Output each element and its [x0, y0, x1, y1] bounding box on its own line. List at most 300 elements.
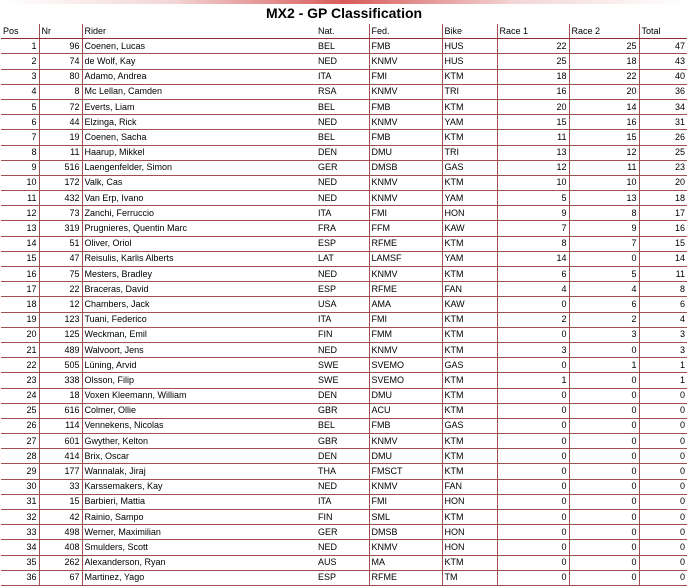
cell-rider: Tuani, Federico: [82, 312, 316, 327]
cell-nr: 22: [39, 282, 82, 297]
cell-race1: 0: [497, 464, 569, 479]
cell-race2: 16: [569, 115, 639, 130]
cell-bike: HON: [442, 494, 497, 509]
cell-bike: GAS: [442, 160, 497, 175]
table-row: [1, 175, 687, 190]
cell-rider: Elzinga, Rick: [82, 115, 316, 130]
cell-nat: NED: [316, 540, 369, 555]
cell-total: 15: [639, 236, 687, 251]
cell-nr: 72: [39, 99, 82, 114]
cell-race1: 11: [497, 130, 569, 145]
cell-nat: ITA: [316, 69, 369, 84]
cell-race2: 9: [569, 221, 639, 236]
cell-rider: Valk, Cas: [82, 175, 316, 190]
cell-nat: AUS: [316, 555, 369, 570]
cell-race2: 22: [569, 69, 639, 84]
cell-total: 3: [639, 342, 687, 357]
cell-rider: Everts, Liam: [82, 99, 316, 114]
col-race1-header: Race 1: [497, 24, 569, 39]
cell-rider: Van Erp, Ivano: [82, 191, 316, 206]
cell-race2: 0: [569, 525, 639, 540]
page-title: MX2 - GP Classification: [265, 5, 423, 21]
table-row: [1, 191, 687, 206]
cell-rider: Oliver, Oriol: [82, 236, 316, 251]
cell-total: 40: [639, 69, 687, 84]
cell-total: 0: [639, 388, 687, 403]
cell-bike: KTM: [442, 434, 497, 449]
cell-bike: KTM: [442, 267, 497, 282]
cell-bike: YAM: [442, 251, 497, 266]
table-row: [1, 69, 687, 84]
cell-rider: Voxen Kleemann, William: [82, 388, 316, 403]
table-row: [1, 282, 687, 297]
cell-rider: Prugnieres, Quentin Marc: [82, 221, 316, 236]
cell-race1: 14: [497, 251, 569, 266]
cell-race1: 5: [497, 191, 569, 206]
table-row: [1, 39, 687, 54]
cell-pos: 21: [1, 342, 39, 357]
cell-total: 47: [639, 39, 687, 54]
cell-race2: 18: [569, 54, 639, 69]
table-row: [1, 464, 687, 479]
cell-nr: 15: [39, 494, 82, 509]
cell-race1: 0: [497, 388, 569, 403]
cell-bike: KTM: [442, 175, 497, 190]
cell-fed: SML: [369, 510, 442, 525]
cell-rider: Adamo, Andrea: [82, 69, 316, 84]
table-row: [1, 418, 687, 433]
table-row: [1, 403, 687, 418]
cell-bike: KTM: [442, 449, 497, 464]
cell-rider: Haarup, Mikkel: [82, 145, 316, 160]
cell-nat: ITA: [316, 494, 369, 509]
cell-nr: 123: [39, 312, 82, 327]
cell-race1: 25: [497, 54, 569, 69]
cell-fed: FMI: [369, 206, 442, 221]
cell-fed: AMA: [369, 297, 442, 312]
col-fed-header: Fed.: [369, 24, 442, 39]
cell-rider: Chambers, Jack: [82, 297, 316, 312]
cell-nr: 114: [39, 418, 82, 433]
table-row: [1, 373, 687, 388]
table-row: [1, 236, 687, 251]
cell-fed: KNMV: [369, 479, 442, 494]
cell-total: 17: [639, 206, 687, 221]
cell-nr: 67: [39, 570, 82, 585]
table-row: [1, 555, 687, 570]
cell-bike: KTM: [442, 373, 497, 388]
cell-bike: KTM: [442, 464, 497, 479]
cell-rider: Werner, Maximilian: [82, 525, 316, 540]
cell-fed: FMB: [369, 39, 442, 54]
cell-nat: GER: [316, 160, 369, 175]
cell-rider: Alexanderson, Ryan: [82, 555, 316, 570]
cell-total: 0: [639, 570, 687, 585]
cell-rider: Coenen, Lucas: [82, 39, 316, 54]
cell-bike: YAM: [442, 191, 497, 206]
cell-nat: USA: [316, 297, 369, 312]
col-nr-header: Nr: [39, 24, 82, 39]
cell-total: 6: [639, 297, 687, 312]
cell-nr: 516: [39, 160, 82, 175]
cell-nr: 96: [39, 39, 82, 54]
cell-fed: KNMV: [369, 84, 442, 99]
cell-total: 0: [639, 555, 687, 570]
table-row: [1, 449, 687, 464]
cell-race1: 0: [497, 358, 569, 373]
cell-pos: 9: [1, 160, 39, 175]
table-row: [1, 297, 687, 312]
cell-rider: Gwyther, Kelton: [82, 434, 316, 449]
cell-fed: FMM: [369, 327, 442, 342]
cell-nr: 505: [39, 358, 82, 373]
cell-total: 18: [639, 191, 687, 206]
cell-rider: Braceras, David: [82, 282, 316, 297]
cell-nr: 11: [39, 145, 82, 160]
cell-rider: Mc Lellan, Camden: [82, 84, 316, 99]
cell-nat: SWE: [316, 373, 369, 388]
cell-race2: 0: [569, 510, 639, 525]
cell-nr: 44: [39, 115, 82, 130]
cell-nat: SWE: [316, 358, 369, 373]
cell-total: 3: [639, 327, 687, 342]
cell-race1: 0: [497, 327, 569, 342]
col-nat-header: Nat.: [316, 24, 369, 39]
cell-race1: 0: [497, 297, 569, 312]
cell-nat: ESP: [316, 236, 369, 251]
cell-bike: TRI: [442, 145, 497, 160]
table-row: [1, 342, 687, 357]
table-row: [1, 358, 687, 373]
cell-nat: GBR: [316, 434, 369, 449]
cell-nr: 172: [39, 175, 82, 190]
cell-fed: FMB: [369, 418, 442, 433]
cell-fed: RFME: [369, 236, 442, 251]
cell-rider: Colmer, Ollie: [82, 403, 316, 418]
cell-pos: 36: [1, 570, 39, 585]
cell-total: 0: [639, 540, 687, 555]
cell-total: 23: [639, 160, 687, 175]
cell-pos: 17: [1, 282, 39, 297]
cell-race2: 2: [569, 312, 639, 327]
cell-pos: 1: [1, 39, 39, 54]
cell-bike: KTM: [442, 342, 497, 357]
cell-total: 20: [639, 175, 687, 190]
cell-fed: DMSB: [369, 525, 442, 540]
cell-fed: KNMV: [369, 342, 442, 357]
table-row: [1, 99, 687, 114]
cell-bike: TRI: [442, 84, 497, 99]
cell-fed: KNMV: [369, 267, 442, 282]
cell-nr: 51: [39, 236, 82, 251]
cell-total: 31: [639, 115, 687, 130]
cell-nr: 489: [39, 342, 82, 357]
cell-total: 0: [639, 449, 687, 464]
cell-pos: 7: [1, 130, 39, 145]
cell-pos: 26: [1, 418, 39, 433]
cell-race2: 12: [569, 145, 639, 160]
cell-race2: 0: [569, 570, 639, 585]
cell-nat: LAT: [316, 251, 369, 266]
table-row: [1, 251, 687, 266]
table-row: [1, 54, 687, 69]
cell-nat: ESP: [316, 570, 369, 585]
cell-pos: 14: [1, 236, 39, 251]
cell-nat: GBR: [316, 403, 369, 418]
cell-nat: FIN: [316, 510, 369, 525]
table-row: [1, 494, 687, 509]
cell-nat: BEL: [316, 39, 369, 54]
cell-bike: TM: [442, 570, 497, 585]
cell-rider: Reisulis, Karlis Alberts: [82, 251, 316, 266]
cell-race1: 0: [497, 449, 569, 464]
cell-race2: 10: [569, 175, 639, 190]
cell-bike: KTM: [442, 312, 497, 327]
cell-total: 14: [639, 251, 687, 266]
cell-total: 43: [639, 54, 687, 69]
cell-nr: 601: [39, 434, 82, 449]
cell-nr: 74: [39, 54, 82, 69]
cell-pos: 27: [1, 434, 39, 449]
cell-fed: FMB: [369, 99, 442, 114]
cell-fed: MA: [369, 555, 442, 570]
cell-fed: SVEMO: [369, 358, 442, 373]
cell-nat: DEN: [316, 449, 369, 464]
cell-race1: 15: [497, 115, 569, 130]
cell-fed: KNMV: [369, 115, 442, 130]
table-row: [1, 145, 687, 160]
cell-race2: 0: [569, 494, 639, 509]
cell-nr: 33: [39, 479, 82, 494]
cell-fed: FMB: [369, 130, 442, 145]
cell-pos: 23: [1, 373, 39, 388]
cell-race2: 20: [569, 84, 639, 99]
cell-nat: RSA: [316, 84, 369, 99]
cell-race1: 0: [497, 418, 569, 433]
col-bike-header: Bike: [442, 24, 497, 39]
cell-nr: 498: [39, 525, 82, 540]
cell-race1: 0: [497, 540, 569, 555]
cell-race1: 13: [497, 145, 569, 160]
cell-bike: KAW: [442, 221, 497, 236]
cell-pos: 5: [1, 99, 39, 114]
cell-race2: 6: [569, 297, 639, 312]
top-accent-bar: [0, 0, 688, 4]
cell-fed: FFM: [369, 221, 442, 236]
cell-race2: 25: [569, 39, 639, 54]
cell-nat: NED: [316, 115, 369, 130]
cell-bike: KTM: [442, 510, 497, 525]
cell-fed: KNMV: [369, 540, 442, 555]
cell-pos: 33: [1, 525, 39, 540]
cell-nr: 73: [39, 206, 82, 221]
cell-rider: Weckman, Emil: [82, 327, 316, 342]
table-row: [1, 479, 687, 494]
table-row: [1, 130, 687, 145]
table-row: [1, 160, 687, 175]
cell-fed: SVEMO: [369, 373, 442, 388]
cell-race2: 0: [569, 418, 639, 433]
cell-nat: NED: [316, 191, 369, 206]
cell-race2: 0: [569, 373, 639, 388]
cell-bike: KTM: [442, 403, 497, 418]
cell-fed: LAMSF: [369, 251, 442, 266]
cell-nat: BEL: [316, 99, 369, 114]
cell-total: 0: [639, 403, 687, 418]
cell-total: 0: [639, 510, 687, 525]
cell-fed: ACU: [369, 403, 442, 418]
cell-bike: HON: [442, 525, 497, 540]
cell-rider: Brix, Oscar: [82, 449, 316, 464]
cell-fed: RFME: [369, 570, 442, 585]
cell-bike: KTM: [442, 99, 497, 114]
cell-fed: RFME: [369, 282, 442, 297]
cell-total: 25: [639, 145, 687, 160]
cell-total: 34: [639, 99, 687, 114]
cell-rider: de Wolf, Kay: [82, 54, 316, 69]
cell-race2: 0: [569, 342, 639, 357]
cell-rider: Walvoort, Jens: [82, 342, 316, 357]
cell-pos: 6: [1, 115, 39, 130]
cell-race1: 0: [497, 403, 569, 418]
cell-bike: KTM: [442, 555, 497, 570]
cell-total: 4: [639, 312, 687, 327]
cell-fed: DMSB: [369, 160, 442, 175]
cell-race1: 3: [497, 342, 569, 357]
cell-fed: KNMV: [369, 54, 442, 69]
cell-rider: Lüning, Arvid: [82, 358, 316, 373]
cell-rider: Barbieri, Mattia: [82, 494, 316, 509]
cell-nr: 18: [39, 388, 82, 403]
cell-race2: 15: [569, 130, 639, 145]
cell-pos: 32: [1, 510, 39, 525]
col-race2-header: Race 2: [569, 24, 639, 39]
cell-race1: 9: [497, 206, 569, 221]
cell-race1: 6: [497, 267, 569, 282]
cell-race2: 8: [569, 206, 639, 221]
cell-race1: 16: [497, 84, 569, 99]
cell-fed: FMI: [369, 69, 442, 84]
cell-bike: KTM: [442, 69, 497, 84]
cell-race1: 20: [497, 99, 569, 114]
cell-race1: 0: [497, 555, 569, 570]
cell-nat: FRA: [316, 221, 369, 236]
cell-race2: 4: [569, 282, 639, 297]
cell-race2: 0: [569, 449, 639, 464]
cell-pos: 30: [1, 479, 39, 494]
cell-nr: 12: [39, 297, 82, 312]
cell-race2: 3: [569, 327, 639, 342]
cell-total: 11: [639, 267, 687, 282]
cell-total: 0: [639, 479, 687, 494]
cell-pos: 22: [1, 358, 39, 373]
cell-total: 8: [639, 282, 687, 297]
cell-nr: 408: [39, 540, 82, 555]
cell-pos: 13: [1, 221, 39, 236]
cell-fed: KNMV: [369, 191, 442, 206]
cell-pos: 34: [1, 540, 39, 555]
cell-bike: FAN: [442, 479, 497, 494]
cell-rider: Rainio, Sampo: [82, 510, 316, 525]
cell-bike: HUS: [442, 39, 497, 54]
cell-rider: Zanchi, Ferruccio: [82, 206, 316, 221]
cell-pos: 28: [1, 449, 39, 464]
cell-bike: KAW: [442, 297, 497, 312]
cell-bike: KTM: [442, 327, 497, 342]
cell-rider: Laengenfelder, Simon: [82, 160, 316, 175]
header-row: [1, 24, 687, 39]
cell-total: 0: [639, 418, 687, 433]
cell-race2: 1: [569, 358, 639, 373]
cell-race2: 0: [569, 388, 639, 403]
cell-race1: 0: [497, 525, 569, 540]
cell-pos: 11: [1, 191, 39, 206]
cell-race1: 0: [497, 479, 569, 494]
cell-race1: 18: [497, 69, 569, 84]
cell-bike: HON: [442, 206, 497, 221]
cell-pos: 18: [1, 297, 39, 312]
cell-race1: 22: [497, 39, 569, 54]
cell-nat: BEL: [316, 130, 369, 145]
cell-race2: 0: [569, 540, 639, 555]
cell-nr: 42: [39, 510, 82, 525]
cell-bike: KTM: [442, 388, 497, 403]
cell-race2: 7: [569, 236, 639, 251]
cell-bike: KTM: [442, 236, 497, 251]
cell-race2: 0: [569, 464, 639, 479]
cell-nr: 75: [39, 267, 82, 282]
cell-race1: 0: [497, 570, 569, 585]
cell-pos: 12: [1, 206, 39, 221]
cell-nr: 125: [39, 327, 82, 342]
table-row: [1, 312, 687, 327]
cell-race2: 13: [569, 191, 639, 206]
cell-bike: KTM: [442, 130, 497, 145]
table-row: [1, 206, 687, 221]
cell-nat: ITA: [316, 206, 369, 221]
cell-total: 1: [639, 373, 687, 388]
cell-total: 26: [639, 130, 687, 145]
cell-race2: 11: [569, 160, 639, 175]
table-row: [1, 115, 687, 130]
cell-bike: HUS: [442, 54, 497, 69]
cell-fed: FMSCT: [369, 464, 442, 479]
table-row: [1, 388, 687, 403]
cell-pos: 2: [1, 54, 39, 69]
cell-race1: 10: [497, 175, 569, 190]
cell-nat: THA: [316, 464, 369, 479]
cell-nr: 8: [39, 84, 82, 99]
cell-pos: 20: [1, 327, 39, 342]
table-row: [1, 540, 687, 555]
cell-pos: 10: [1, 175, 39, 190]
cell-pos: 25: [1, 403, 39, 418]
cell-nr: 338: [39, 373, 82, 388]
cell-nr: 319: [39, 221, 82, 236]
cell-nr: 616: [39, 403, 82, 418]
cell-rider: Karssemakers, Kay: [82, 479, 316, 494]
cell-race2: 5: [569, 267, 639, 282]
cell-bike: HON: [442, 540, 497, 555]
cell-nr: 432: [39, 191, 82, 206]
cell-race2: 14: [569, 99, 639, 114]
cell-bike: GAS: [442, 418, 497, 433]
table-row: [1, 327, 687, 342]
col-rider-header: Rider: [82, 24, 316, 39]
cell-race1: 1: [497, 373, 569, 388]
cell-total: 0: [639, 464, 687, 479]
table-row: [1, 267, 687, 282]
